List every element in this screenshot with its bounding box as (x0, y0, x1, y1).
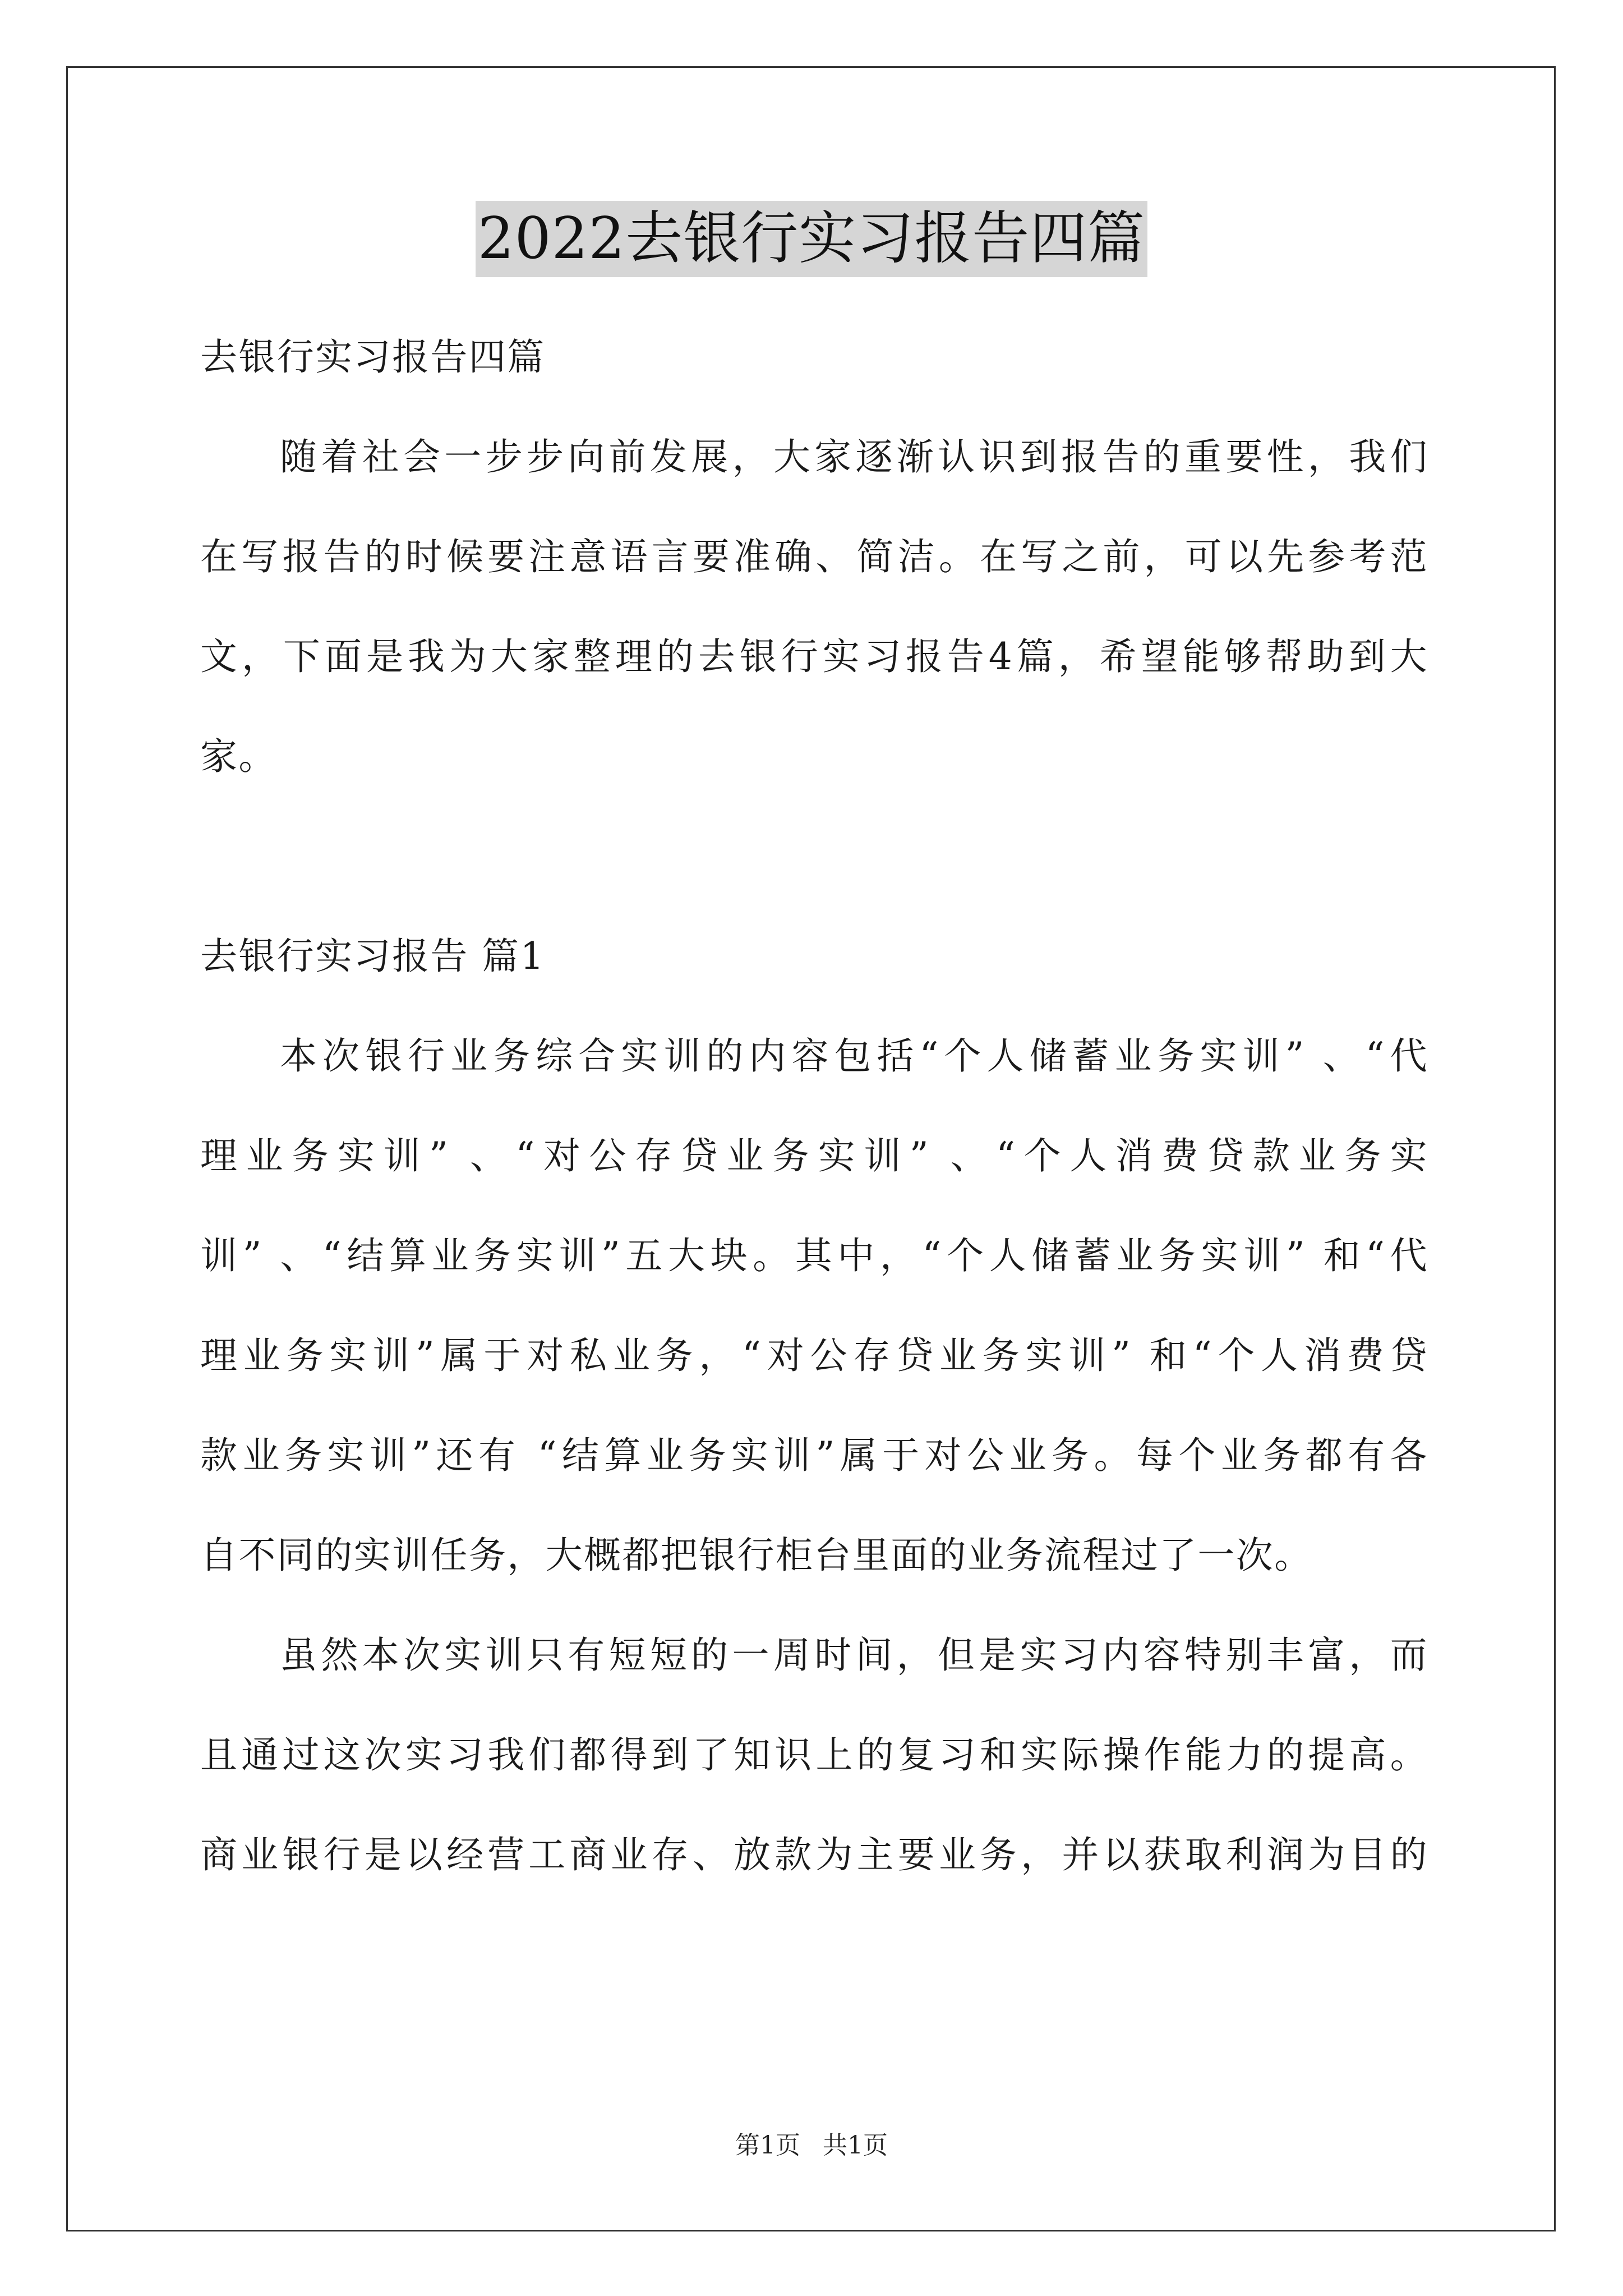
paragraph-line: 理业务实训”属于对私业务，“对公存贷业务实训” 和“个人消费贷 (200, 1334, 1428, 1377)
intro-line: 随着社会一步步向前发展，大家逐渐认识到报告的重要性，我们 (280, 435, 1428, 478)
paragraph-line: 虽然本次实训只有短短的一周时间，但是实习内容特别丰富，而 (280, 1634, 1428, 1677)
intro-line: 文，下面是我为大家整理的去银行实习报告4篇，希望能够帮助到大 (200, 635, 1428, 678)
intro-line: 家。 (200, 735, 277, 778)
paragraph-line: 且通过这次实习我们都得到了知识上的复习和实际操作能力的提高。 (200, 1733, 1428, 1777)
paragraph-line: 理业务实训” 、“对公存贷业务实训” 、“个人消费贷款业务实 (200, 1134, 1428, 1177)
section-heading: 去银行实习报告 篇1 (200, 935, 545, 978)
page-footer (0, 2129, 1623, 2162)
paragraph-line: 自不同的实训任务，大概都把银行柜台里面的业务流程过了一次。 (200, 1534, 1313, 1577)
intro-line: 在写报告的时候要注意语言要准确、简洁。在写之前，可以先参考范 (200, 535, 1428, 578)
paragraph-line: 本次银行业务综合实训的内容包括“个人储蓄业务实训” 、“代 (280, 1034, 1428, 1078)
document-title: 2022去银行实习报告四篇 (476, 201, 1148, 277)
document-body (200, 307, 1428, 1905)
paragraph-gap (200, 807, 1428, 907)
page-number-total: 共1页 (823, 2131, 888, 2160)
paragraph-line: 款业务实训”还有 “结算业务实训”属于对公业务。每个业务都有各 (200, 1434, 1428, 1477)
paragraph-line: 商业银行是以经营工商业存、放款为主要业务，并以获取利润为目的 (200, 1833, 1428, 1876)
paragraph-line: 训” 、“结算业务实训”五大块。其中，“个人储蓄业务实训” 和“代 (200, 1234, 1428, 1277)
title-container (0, 201, 1623, 277)
document-subtitle: 去银行实习报告四篇 (200, 335, 546, 379)
page-number-current: 第1页 (735, 2131, 800, 2160)
